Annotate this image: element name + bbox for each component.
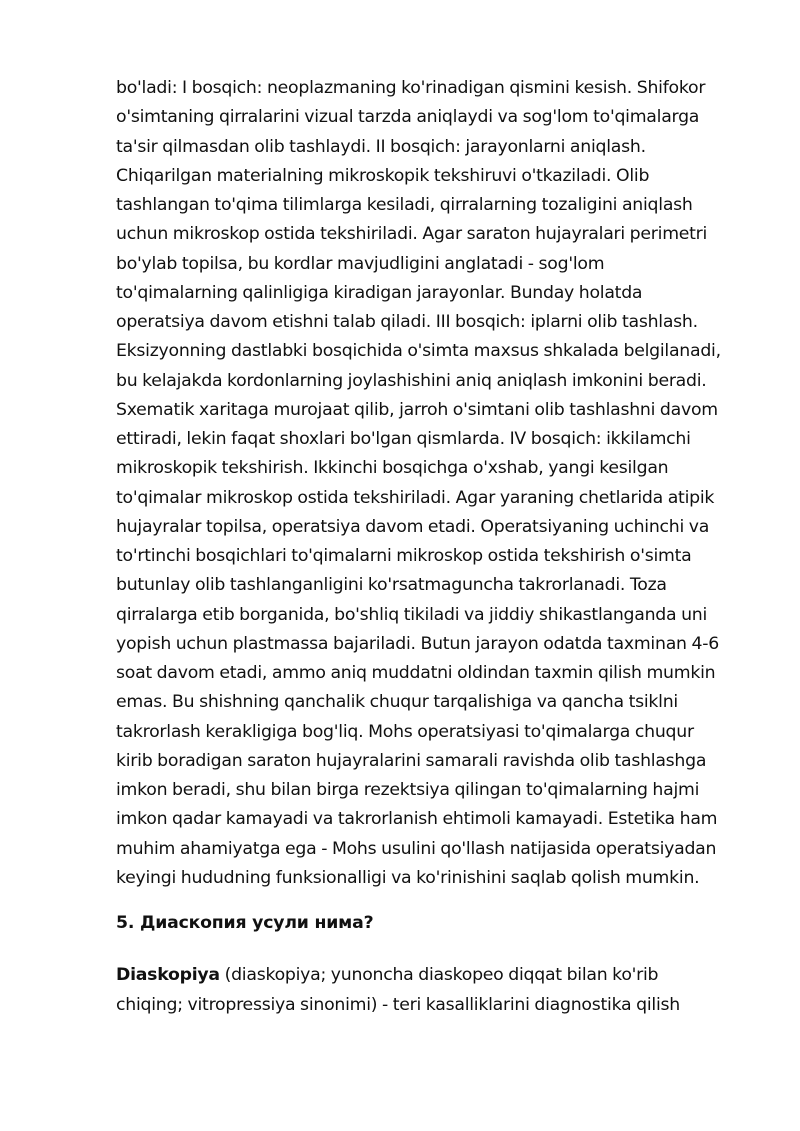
paragraph-line: bo'ylab topilsa, bu kordlar mavjudligini anglatadi - sog'lom [116, 253, 605, 274]
document-page [116, 74, 746, 1020]
paragraph-line: to'qimalarning qalinligiga kiradigan jarayonlar. Bunday holatda [116, 282, 643, 303]
definition-term: Diaskopiya [116, 965, 220, 986]
paragraph-line: hujayralar topilsa, operatsiya davom etadi. Operatsiyaning uchinchi va [116, 516, 710, 537]
paragraph-line: imkon beradi, shu bilan birga rezektsiya qilingan to'qimalarning hajmi [116, 780, 700, 800]
paragraph-line: butunlay olib tashlanganligini ko'rsatmaguncha takrorlanadi. Toza [116, 575, 667, 596]
paragraph-line: keyingi hududning funksionalligi va ko'rinishini saqlab qolish mumkin. [116, 867, 700, 888]
paragraph-line: operatsiya davom etishni talab qiladi. III bosqich: iplarni olib tashlash. [116, 312, 698, 332]
paragraph-line: Chiqarilgan materialning mikroskopik tekshiruvi o'tkaziladi. Olib [116, 165, 650, 186]
paragraph-line: imkon qadar kamayadi va takrorlanish ehtimoli kamayadi. Estetika ham [116, 809, 718, 830]
paragraph-line: emas. Bu shishning qanchalik chuqur tarqalishiga va qancha tsiklni [116, 692, 678, 713]
mohs-procedure-paragraph [116, 74, 746, 893]
paragraph-line: o'simtaning qirralarini vizual tarzda aniqlaydi va sog'lom to'qimalarga [116, 107, 700, 128]
definition-line [116, 961, 746, 990]
paragraph-line: Eksizyonning dastlabki bosqichida o'simta maxsus shkalada belgilanadi, [116, 341, 721, 362]
paragraph-line: kirib boradigan saraton hujayralarini samarali ravishda olib tashlashga [116, 750, 707, 771]
definition-line: chiqing; vitropressiya sinonimi) - teri kasalliklarini diagnostika qilish [116, 994, 680, 1015]
paragraph-line: qirralarga etib borganida, bo'shliq tikiladi va jiddiy shikastlanganda uni [116, 604, 708, 625]
definition-text: (diaskopiya; yunoncha diaskopeo diqqat bilan ko'rib [219, 965, 659, 986]
paragraph-line: bu kelajakda kordonlarning joylashishini aniq aniqlash imkonini beradi. [116, 370, 707, 391]
paragraph-line: ettiradi, lekin faqat shoxlari bo'lgan qismlarda. IV bosqich: ikkilamchi [116, 429, 691, 449]
paragraph-line: bo'ladi: I bosqich: neoplazmaning ko'rinadigan qismini kesish. Shifokor [116, 78, 706, 98]
paragraph-line: soat davom etadi, ammo aniq muddatni oldindan taxmin qilish mumkin [116, 663, 716, 683]
paragraph-line: uchun mikroskop ostida tekshiriladi. Agar saraton hujayralari perimetri [116, 224, 708, 245]
paragraph-line: mikroskopik tekshirish. Ikkinchi bosqichga o'xshab, yangi kesilgan [116, 458, 669, 479]
section-heading: 5. Диаскопия усули нима? [116, 913, 374, 933]
diaskopiya-definition [116, 961, 746, 1020]
paragraph-line: ta'sir qilmasdan olib tashlaydi. II bosqich: jarayonlarni aniqlash. [116, 136, 646, 157]
paragraph-line: tashlangan to'qima tilimlarga kesiladi, qirralarning tozaligini aniqlash [116, 195, 693, 215]
paragraph-line: Sxematik xaritaga murojaat qilib, jarroh o'simtani olib tashlashni davom [116, 399, 718, 420]
paragraph-line: yopish uchun plastmassa bajariladi. Butun jarayon odatda taxminan 4-6 [116, 633, 719, 654]
paragraph-line: to'rtinchi bosqichlari to'qimalarni mikroskop ostida tekshirish o'simta [116, 546, 692, 566]
paragraph-line: takrorlash kerakligiga bog'liq. Mohs operatsiyasi to'qimalarga chuqur [116, 721, 694, 742]
paragraph-line: to'qimalar mikroskop ostida tekshiriladi. Agar yaraning chetlarida atipik [116, 487, 715, 508]
paragraph-line: muhim ahamiyatga ega - Mohs usulini qo'llash natijasida operatsiyadan [116, 838, 717, 859]
